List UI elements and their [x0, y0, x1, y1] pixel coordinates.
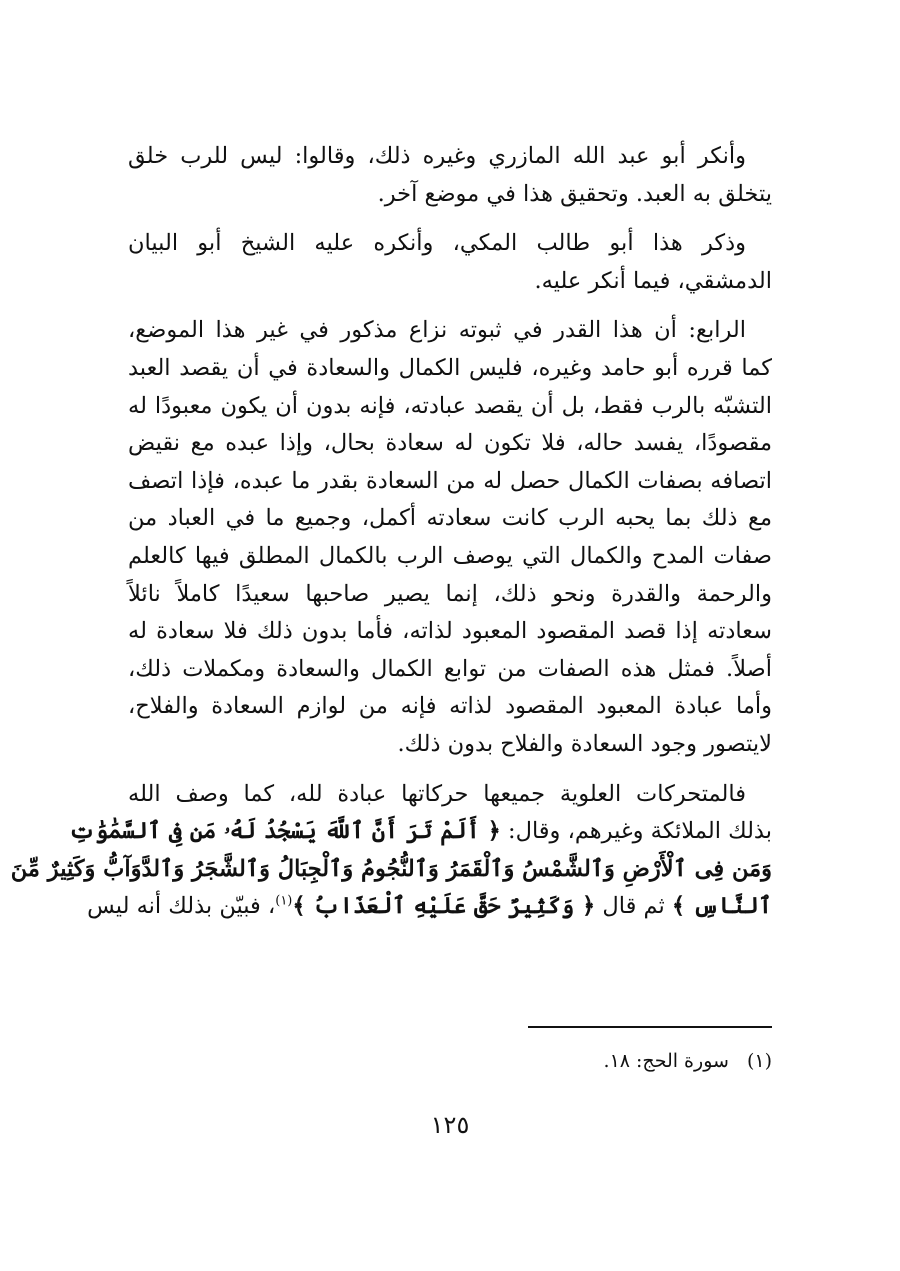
text-line: صفات المدح والكمال التي يوصف الرب بالكمال المطلق فيها كالعلم — [128, 542, 772, 569]
text-line: اتصافه بصفات الكمال حصل له من السعادة بقدر ما عبده، فإذا اتصف — [128, 467, 772, 494]
text-line: أصلاً. فمثل هذه الصفات من توابع الكمال والسعادة ومكملات ذلك، — [128, 655, 772, 682]
footnote-marker[interactable]: (١) — [275, 893, 293, 909]
text-segment: بذلك الملائكة وغيرهم، وقال: — [500, 818, 772, 845]
text-line: الدمشقي، فيما أنكر عليه. — [534, 267, 772, 294]
quran-verse: ٱلنَّاسِ ﴾ — [671, 893, 772, 920]
text-line: وذكر هذا أبو طالب المكي، وأنكره عليه الشيخ أبو البيان — [128, 230, 746, 257]
quran-verse: ﴿ وَكَثِيرٌ حَقَّ عَلَيْهِ ٱلْعَذَابُ ﴾ — [292, 893, 596, 920]
text-line: فالمتحركات العلوية جميعها حركاتها عبادة لله، كما وصف الله — [128, 780, 746, 807]
text-line — [87, 888, 772, 926]
text-line: سعادته إذا قصد المقصود المعبود لذاته، فأما بدون ذلك فلا سعادة له — [128, 618, 772, 645]
text-line: مقصودًا، يفسد حاله، فلا تكون له سعادة بحال، وإذا عبده مع نقيض — [128, 430, 772, 457]
page-number: ١٢٥ — [430, 1111, 470, 1139]
text-line: لايتصور وجود السعادة والفلاح بدون ذلك. — [397, 730, 772, 757]
quran-verse: ﴿ أَلَمْ تَرَ أَنَّ ٱللَّهَ يَسْجُدُ لَهُۥ مَن فِى ٱلسَّمَٰوَٰتِ — [68, 818, 501, 845]
paragraph-3 — [128, 312, 772, 763]
text-line: مع ذلك بما يحبه الرب كانت سعادته أكمل، وجميع ما في العباد من — [128, 505, 772, 532]
text-line: وأنكر أبو عبد الله المازري وغيره ذلك، وقالوا: ليس للرب خلق — [128, 143, 746, 169]
text-line: وأما عبادة المعبود المقصود لذاته فإنه من لوازم السعادة والفلاح، — [128, 693, 772, 720]
text-line: كما قرره أبو حامد وغيره، فليس الكمال والسعادة في أن يقصد العبد — [128, 354, 772, 381]
paragraph-4 — [10, 776, 772, 926]
text-line: والرحمة والقدرة ونحو ذلك، إنما يصير صاحبها سعيدًا كاملاً نائلاً — [128, 580, 772, 607]
main-text — [10, 138, 772, 926]
text-line: التشبّه بالرب فقط، بل أن يقصد عبادته، فإنه بدون أن يكون معبودًا له — [128, 392, 772, 419]
paragraph-2 — [128, 225, 772, 300]
text-line: الرابع: أن هذا القدر في ثبوته نزاع مذكور في غير هذا الموضع، — [128, 317, 746, 344]
paragraph-1 — [128, 138, 772, 213]
footnote — [372, 1048, 772, 1074]
text-segment: ثم قال — [595, 893, 672, 920]
footnote-divider — [528, 1026, 772, 1028]
text-line: يتخلق به العبد. وتحقيق هذا في موضع آخر. — [377, 180, 772, 207]
text-segment: ، فبيّن بذلك أنه ليس — [87, 893, 276, 920]
text-line — [68, 813, 772, 851]
footnote-number: (١) — [746, 1050, 772, 1072]
footnote-text: سورة الحج: ١٨. — [603, 1050, 729, 1072]
quran-verse-line: وَمَن فِى ٱلْأَرْضِ وَٱلشَّمْسُ وَٱلْقَمَرُ وَٱلنُّجُومُ وَٱلْجِبَالُ وَٱلشَّجَرُ وَٱلدَّوَآبُّ وَكَثِيرٌ مِّنَ — [10, 855, 772, 882]
